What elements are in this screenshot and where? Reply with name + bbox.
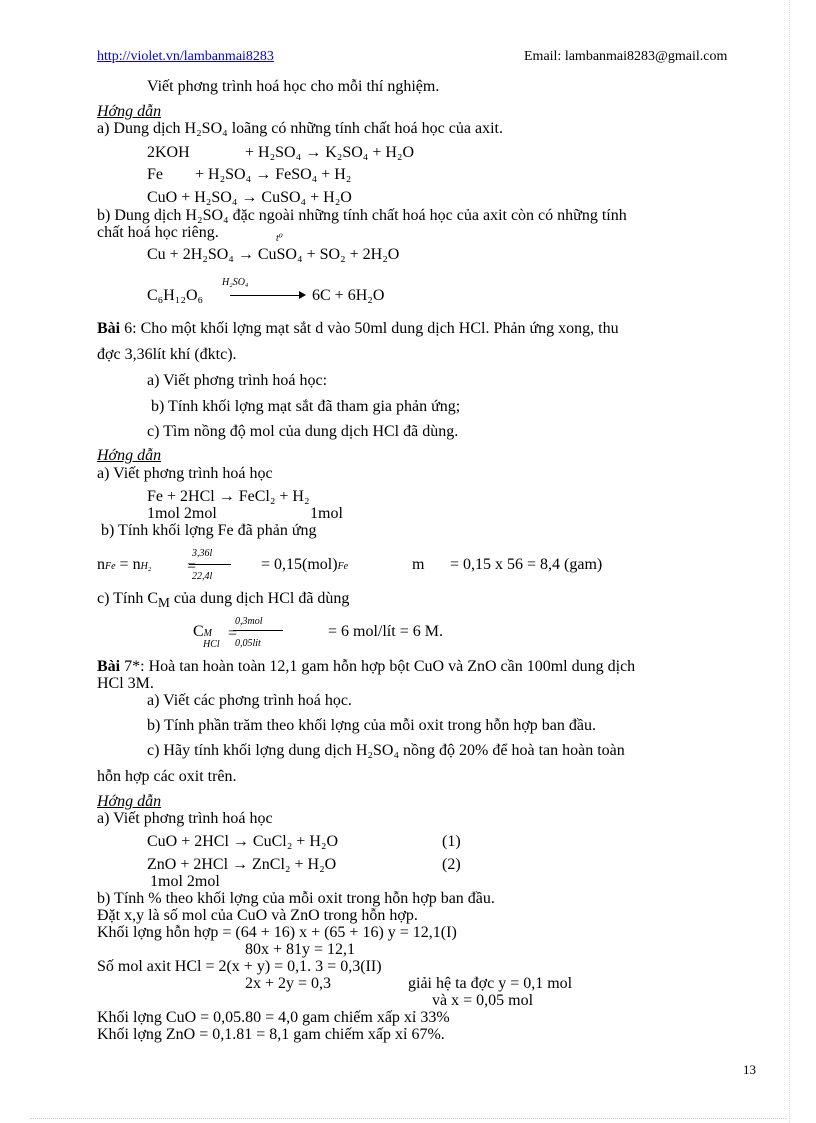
question: a) Viết phơng trình hoá học: [147,372,328,389]
arrow-head-icon [299,291,306,299]
subscript: M [158,595,170,611]
formula-symbol: n [97,556,105,573]
page-number: 13 [743,1062,756,1077]
page-margin-line [789,0,790,1123]
section-heading: Hớng dẫn [97,103,162,120]
text-line [97,590,349,612]
question: a) Viết các phơng trình hoá học. [147,692,352,709]
equation: Fe + 2HCl → FeCl₂ + H₂ [147,488,310,505]
page-border [30,1118,786,1119]
text-line: HCl 3M. [97,675,154,692]
formula-symbol: C [193,623,204,640]
fraction-denominator: 0,05lit [235,638,261,649]
text-line: Khối lợng ZnO = 0,1.81 = 8,1 gam chiếm xấp xỉ 67%. [97,1026,445,1043]
equation: ZnO + 2HCl → ZnCl₂ + H₂O [147,856,337,873]
text-line: 80x + 81y = 12,1 [245,941,356,958]
text-line: chất hoá học riêng. [97,224,219,241]
equation-reactant: 2KOH [147,144,190,161]
text-line: hỗn hợp các oxit trên. [97,768,237,785]
formula-result: = 6 mol/lít = 6 M. [328,623,443,640]
text-line: b) Dung dịch H₂SO₄ đặc ngoài những tính chất hoá học của axit còn có những tính [97,207,627,224]
mole-formula-lhs [97,556,151,576]
question: c) Hãy tính khối lợng dung dịch H₂SO₄ nồng độ 20% để hoà tan hoàn toàn [147,742,625,759]
question: b) Tính phần trăm theo khối lợng của mỗi oxit trong hỗn hợp ban đầu. [147,717,596,734]
heat-symbol: t⁰ [276,233,283,244]
equation-number: (1) [442,833,461,850]
exercise-label: Bài [97,658,121,675]
formula-subscript: Fe [337,561,349,572]
formula-subscript: Fe [105,561,116,572]
text-line: đợc 3,36lít khí (đktc). [97,346,237,363]
fraction-denominator: 22,4l [192,571,213,582]
equation-reactant: C₆H₁₂O₆ [147,287,204,304]
formula-value: = 0,15(mol) [261,556,338,573]
exercise-text: 6: Cho một khối lợng mạt sắt d vào 50ml dung dịch HCl. Phản ứng xong, thu [120,320,619,337]
header-url[interactable] [97,48,274,66]
text-line: Khối lợng CuO = 0,05.80 = 4,0 gam chiếm xấp xỉ 33% [97,1009,450,1026]
formula-subscript: M [203,628,213,639]
fraction-numerator: 0,3mol [235,616,263,627]
fraction-bar [189,564,231,565]
text-line: Số mol axit HCl = 2(x + y) = 0,1. 3 = 0,3(II) [97,958,382,975]
mole-ratio: 1mol 2mol [147,505,217,522]
equation-product: 6C + 6H₂O [312,287,385,304]
equation: + H₂SO₄ → FeSO₄ + H₂ [195,166,352,183]
question: b) Tính khối lợng mạt sắt đã tham gia phản ứng; [151,398,461,415]
equation-number: (2) [442,856,461,873]
text-line: b) Tính % theo khối lợng của mỗi oxit trong hỗn hợp ban đầu. [97,890,495,907]
formula-equals: = [228,625,238,642]
mole-ratio: 1mol 2mol [150,873,220,890]
equation: + H₂SO₄ → K₂SO₄ + H₂O [245,144,415,161]
question: c) Tìm nồng độ mol của dung dịch HCl đã dùng. [147,423,459,440]
exercise-6 [97,320,619,338]
fraction-numerator: 3,36l [192,548,213,559]
header-email: Email: lambanmai8283@gmail.com [524,49,728,64]
catalyst-label: H₂SO₄ [222,277,249,288]
text-line: Viết phơng trình hoá học cho mỗi thí nghiệm. [147,78,440,95]
reaction-arrow [230,295,300,296]
exercise-text: 7*: Hoà tan hoàn toàn 12,1 gam hỗn hợp bột CuO và ZnO cần 100ml dung dịch [120,658,636,675]
header-url-link[interactable]: http://violet.vn/lambanmai8283 [97,49,274,64]
text-line: Khối lợng hỗn hợp = (64 + 16) x + (65 + 16) y = 12,1(I) [97,924,457,941]
section-heading: Hớng dẫn [97,793,162,810]
mass-result: = 0,15 x 56 = 8,4 (gam) [450,556,603,573]
equation: CuO + H₂SO₄ → CuSO₄ + H₂O [147,189,352,206]
equation: CuO + 2HCl → CuCl₂ + H₂O [147,833,338,850]
equation-reactant: Fe [147,166,163,183]
text-line: và x = 0,05 mol [432,992,534,1009]
text-line: giải hệ ta đợc y = 0,1 mol [408,975,573,992]
mass-symbol: m [412,556,425,573]
exercise-label: Bài [97,320,121,337]
text-line: 2x + 2y = 0,3 [245,975,332,992]
section-heading: Hớng dẫn [97,447,162,464]
text-line: b) Tính khối lợng Fe đã phản ứng [101,522,317,539]
exercise-7 [97,658,635,676]
equation: Cu + 2H₂SO₄ → CuSO₄ + SO₂ + 2H₂O [147,246,400,263]
text-line: a) Viết phơng trình hoá học [97,465,273,482]
mole-ratio: 1mol [310,505,343,522]
text-part: c) Tính C [97,590,159,607]
formula-equals: = [187,558,197,575]
formula-subscript: HCl [203,639,220,650]
text-line: Đặt x,y là số mol của CuO và ZnO trong hỗn hợp. [97,907,418,924]
text-line: a) Viết phơng trình hoá học [97,810,273,827]
fraction-bar [233,630,283,631]
text-part: của dung dịch HCl đã dùng [169,590,350,607]
formula-subscript: H₂ [140,561,152,572]
formula-equals: = n [119,556,141,573]
text-line: a) Dung dịch H₂SO₄ loãng có những tính chất hoá học của axit. [97,120,503,137]
formula-result [261,556,348,576]
